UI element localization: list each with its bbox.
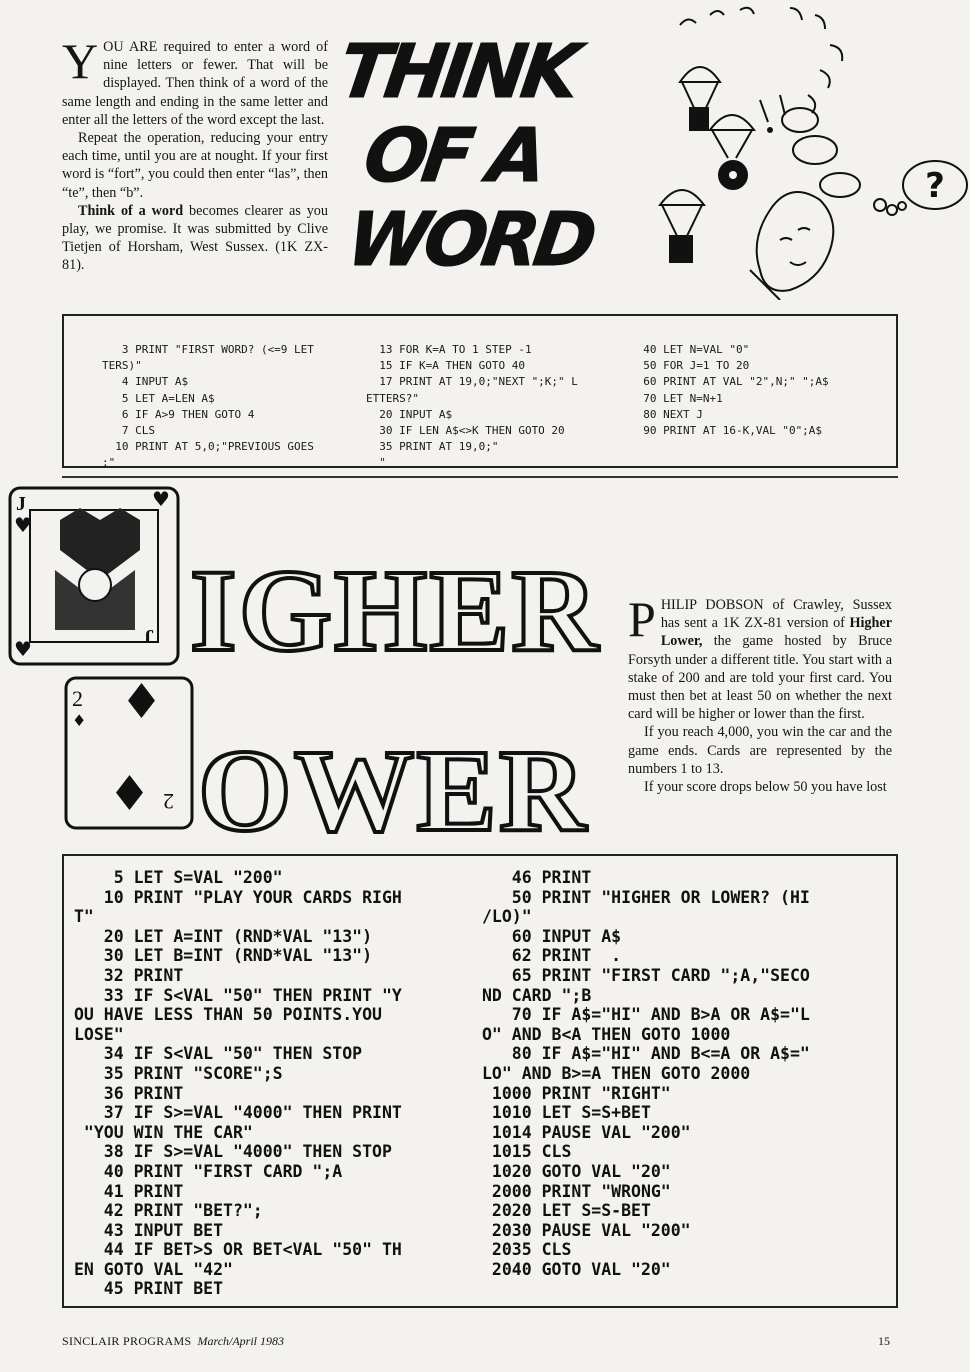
card1-suit-corner: ♥ bbox=[152, 487, 170, 511]
card2-rank-top: 2 bbox=[72, 686, 83, 711]
page-footer bbox=[62, 1334, 892, 1349]
intro-paragraph-1: YOU ARE required to enter a word of nine letters or fewer. That will be displayed. Then think of a word of the same length and ending in the same letter and enter all the letters of the word except the last. bbox=[62, 33, 328, 128]
card2-pip-2: ♦ bbox=[108, 766, 152, 822]
think-of-a-word-intro bbox=[62, 33, 328, 275]
page-number: 15 bbox=[878, 1334, 890, 1348]
question-mark-bubble: ? bbox=[925, 166, 945, 206]
jack-of-hearts-card bbox=[10, 487, 178, 664]
drop-cap: Y bbox=[62, 33, 99, 89]
listing-column-2: 13 FOR K=A TO 1 STEP -1 15 IF K=A THEN GOTO 40 17 PRINT AT 19,0;"NEXT ";K;" L ETTERS?" 20 INPUT A$ 30 IF LEN A$<>K THEN GOTO 20 35 PRINT AT 19,0;" " bbox=[366, 343, 578, 470]
card1-suit-top: ♥ bbox=[14, 513, 32, 537]
title-line-3: WORD bbox=[341, 197, 597, 283]
think-of-a-word-listing bbox=[62, 314, 898, 468]
title-line-2: OF A bbox=[358, 113, 548, 199]
magazine-name: SINCLAIR PROGRAMS bbox=[62, 1334, 192, 1348]
intro-paragraph-2: Repeat the operation, reducing your entry each time, until you are at nought. If your first word is “fort”, you could then enter “las”, then “te”, then “b”. bbox=[62, 130, 328, 201]
intro-paragraph-3: Think of a word becomes clearer as you play, we promise. It was submitted by Clive Tietjen of Horsham, West Sussex. (1K ZX-81). bbox=[62, 202, 328, 274]
listing-column-3: 40 LET N=VAL "0" 50 FOR J=1 TO 20 60 PRINT AT VAL "2",N;" ";A$ 70 LET N=N+1 80 NEXT J 90 PRINT AT 16-K,VAL "0";A$ bbox=[643, 343, 829, 438]
hl-paragraph-3: If your score drops below 50 you have lost bbox=[644, 779, 887, 796]
higher-lower-listing bbox=[62, 854, 898, 1308]
higher-lower-title-art bbox=[0, 480, 620, 850]
card2-pip-1: ♦ bbox=[120, 674, 164, 730]
title-line-1: THINK bbox=[333, 29, 581, 115]
thinking-man-illustration bbox=[640, 0, 970, 300]
card1-suit-bottom: ♥ bbox=[14, 637, 32, 661]
lower-letters: OWER bbox=[198, 725, 588, 850]
issue-date: March/April 1983 bbox=[197, 1334, 285, 1348]
section-divider bbox=[62, 476, 898, 478]
card1-rank-top: J bbox=[16, 493, 26, 515]
card2-suit-top: ♦ bbox=[72, 711, 87, 730]
card2-rank-bottom: 2 bbox=[163, 789, 174, 814]
hl-paragraph-2: If you reach 4,000, you win the car and the game ends. Cards are represented by the numbers 1 to 13. bbox=[628, 724, 892, 777]
two-of-diamonds-card bbox=[66, 674, 192, 828]
think-of-a-word-title bbox=[333, 29, 640, 283]
card1-rank-bottom: J bbox=[144, 625, 154, 647]
listing2-column-2: 46 PRINT 50 PRINT "HIGHER OR LOWER? (HI /LO)" 60 INPUT A$ 62 PRINT . 65 PRINT "FIRST CARD ";A,"SECO ND CARD ";B 70 IF A$="HI" AND B>A OR A$="L O" AND B<A THEN GOTO 1000 80 IF A$="HI" AND B<=A OR A$=" LO" AND B>=A THEN GOTO 2000 1000 PRINT "RIGHT" 1010 LET S=S+BET 1014 PAUSE VAL "200" 1015 CLS 1020 GOTO VAL "20" 2000 PRINT "WRONG" 2020 LET S=S-BET 2030 PAUSE VAL "200" 2035 CLS 2040 GOTO VAL "20" bbox=[482, 868, 810, 1279]
higher-letters: IGHER bbox=[190, 545, 600, 676]
hl-paragraph-1: PHILIP DOBSON of Crawley, Sussex has sent a 1K ZX-81 version of Higher Lower, the game hosted by Bruce Forsyth under a different title. You start with a stake of 200 and are told your first card. You must then bet at least 50 on whether the next card will be higher or lower than the first. bbox=[628, 591, 892, 723]
higher-lower-intro bbox=[628, 591, 892, 796]
drop-cap-p: P bbox=[628, 591, 656, 647]
listing-column-1: 3 PRINT "FIRST WORD? (<=9 LET TERS)" 4 INPUT A$ 5 LET A=LEN A$ 6 IF A>9 THEN GOTO 4 7 CLS 10 PRINT AT 5,0;"PREVIOUS GOES ;" bbox=[102, 343, 314, 470]
listing2-column-1: 5 LET S=VAL "200" 10 PRINT "PLAY YOUR CARDS RIGH T" 20 LET A=INT (RND*VAL "13") 30 LET B=INT (RND*VAL "13") 32 PRINT 33 IF S<VAL "50" THEN PRINT "Y OU HAVE LESS THAN 50 POINTS.YOU LOSE" 34 IF S<VAL "50" THEN STOP 35 PRINT "SCORE";S 36 PRINT 37 IF S>=VAL "4000" THEN PRINT "YOU WIN THE CAR" 38 IF S>=VAL "4000" THEN STOP 40 PRINT "FIRST CARD ";A 41 PRINT 42 PRINT "BET?"; 43 INPUT BET 44 IF BET>S OR BET<VAL "50" TH EN GOTO VAL "42" 45 PRINT BET bbox=[74, 868, 402, 1299]
